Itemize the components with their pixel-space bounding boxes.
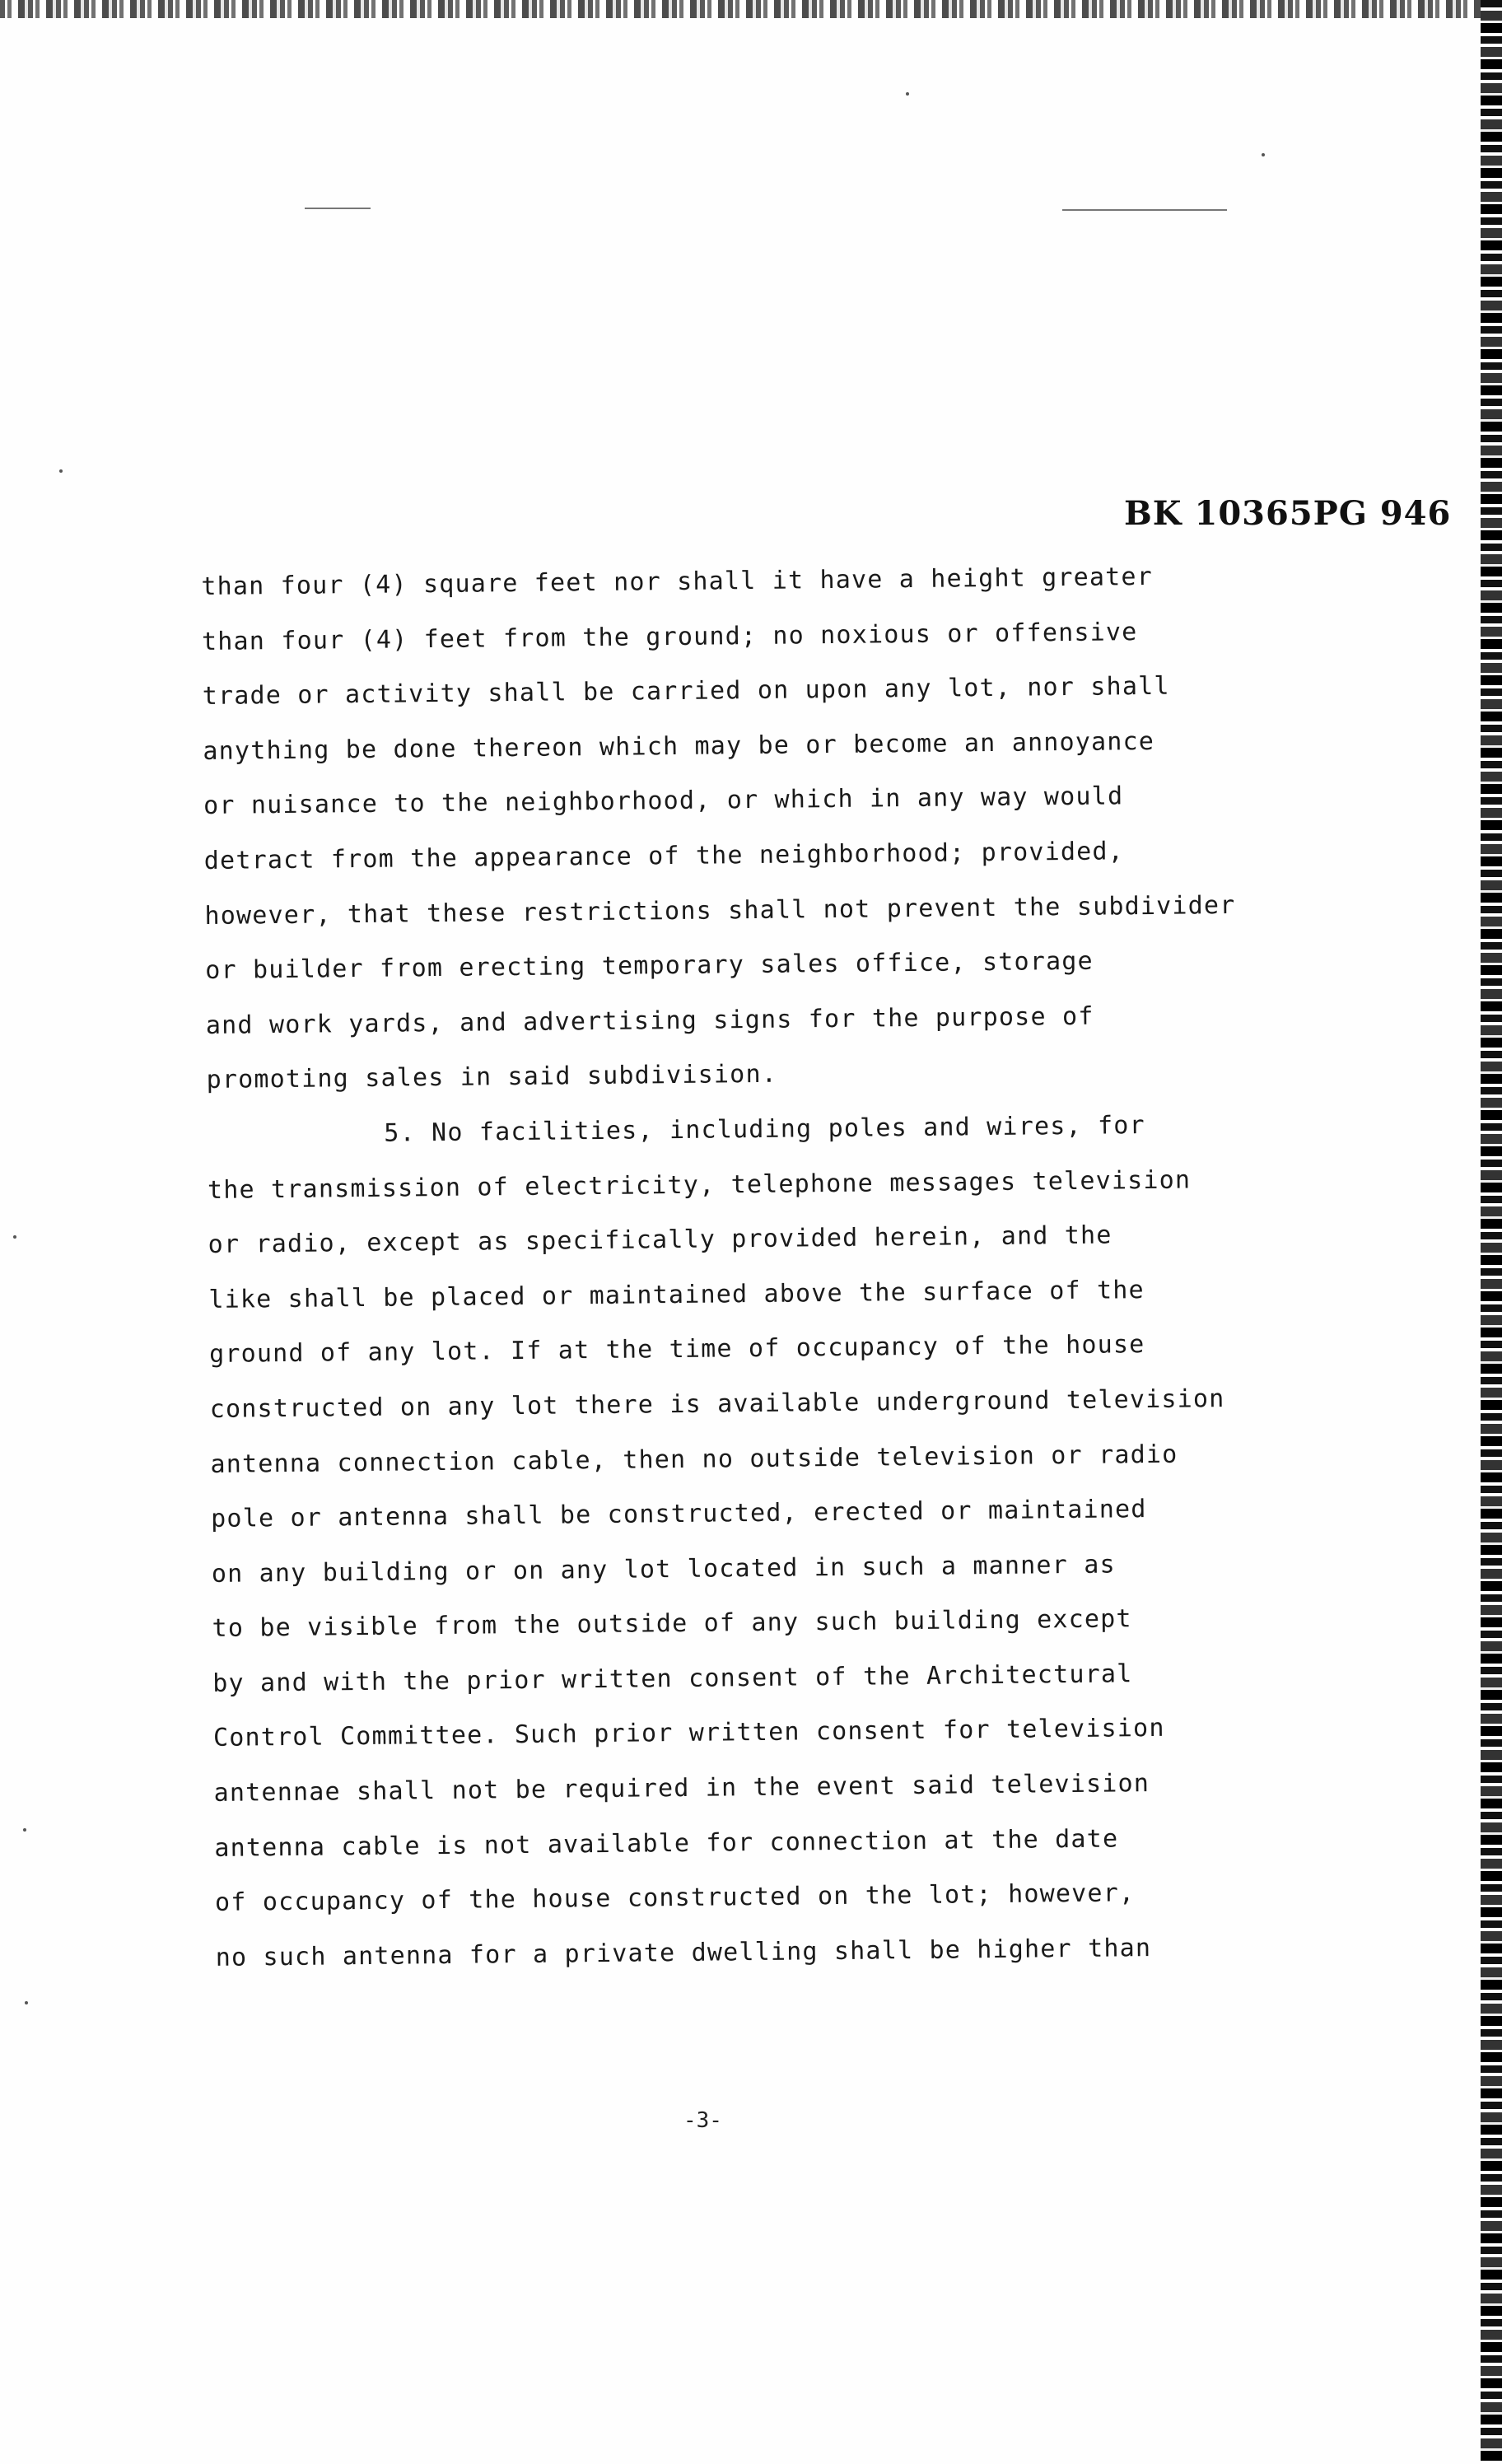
paragraph-5-start: 5. No facilities, including poles and wires, for xyxy=(384,1110,1145,1148)
page-number: -3- xyxy=(683,2108,722,2133)
scan-speck xyxy=(13,1235,16,1239)
scan-speck xyxy=(906,92,909,96)
text-line: Control Committee. Such prior written consent for television xyxy=(212,1714,1165,1753)
text-line: anything be done thereon which may be or become an annoyance xyxy=(203,726,1155,766)
text-line: trade or activity shall be carried on upon any lot, nor shall xyxy=(202,671,1170,712)
text-line: than four (4) square feet nor shall it have a height greater xyxy=(201,562,1154,601)
text-line: by and with the prior written consent of the Architectural xyxy=(212,1659,1133,1698)
text-line: antenna connection cable, then no outside television or radio xyxy=(210,1440,1178,1479)
text-line: promoting sales in said subdivision. xyxy=(206,1060,778,1095)
text-line: ground of any lot. If at the time of occupancy of the house xyxy=(208,1330,1145,1370)
text-line: pole or antenna shall be constructed, erected or maintained xyxy=(211,1495,1147,1534)
text-line: to be visible from the outside of any such building except xyxy=(212,1604,1132,1644)
scan-right-edge xyxy=(1481,0,1502,2464)
scan-mark xyxy=(1062,209,1227,211)
text-line: detract from the appearance of the neighborhood; provided, xyxy=(203,837,1125,875)
book-page-reference: BK 10365PG 946 xyxy=(1124,494,1452,533)
text-line: or nuisance to the neighborhood, or which in any way would xyxy=(203,782,1124,821)
text-line: however, that these restrictions shall not prevent the subdivider xyxy=(204,890,1236,931)
text-line: the transmission of electricity, telephone messages television xyxy=(207,1164,1192,1205)
scan-speck xyxy=(59,469,63,473)
document-body xyxy=(201,548,1352,1986)
scan-mark xyxy=(305,208,371,209)
text-line: no such antenna for a private dwelling shall be higher than xyxy=(215,1933,1152,1972)
text-line: or builder from erecting temporary sales office, storage xyxy=(205,946,1094,986)
text-line: antenna cable is not available for connection at the date xyxy=(214,1824,1119,1863)
text-line: than four (4) feet from the ground; no noxious or offensive xyxy=(201,617,1138,656)
text-line: of occupancy of the house constructed on the lot; however, xyxy=(214,1878,1136,1918)
scan-speck xyxy=(25,2001,28,2004)
text-line: antennae shall not be required in the event said television xyxy=(213,1769,1150,1808)
scan-speck xyxy=(1262,153,1265,156)
scan-speck xyxy=(23,1828,26,1832)
text-line: like shall be placed or maintained above the surface of the xyxy=(208,1275,1145,1314)
text-line: on any building or on any lot located in such a manner as xyxy=(211,1550,1116,1589)
scan-top-edge xyxy=(0,0,1502,18)
text-line: and work yards, and advertising signs for the purpose of xyxy=(205,1001,1094,1040)
text-line: or radio, except as specifically provided herein, and the xyxy=(208,1220,1113,1260)
text-line: constructed on any lot there is available underground television xyxy=(209,1384,1225,1424)
